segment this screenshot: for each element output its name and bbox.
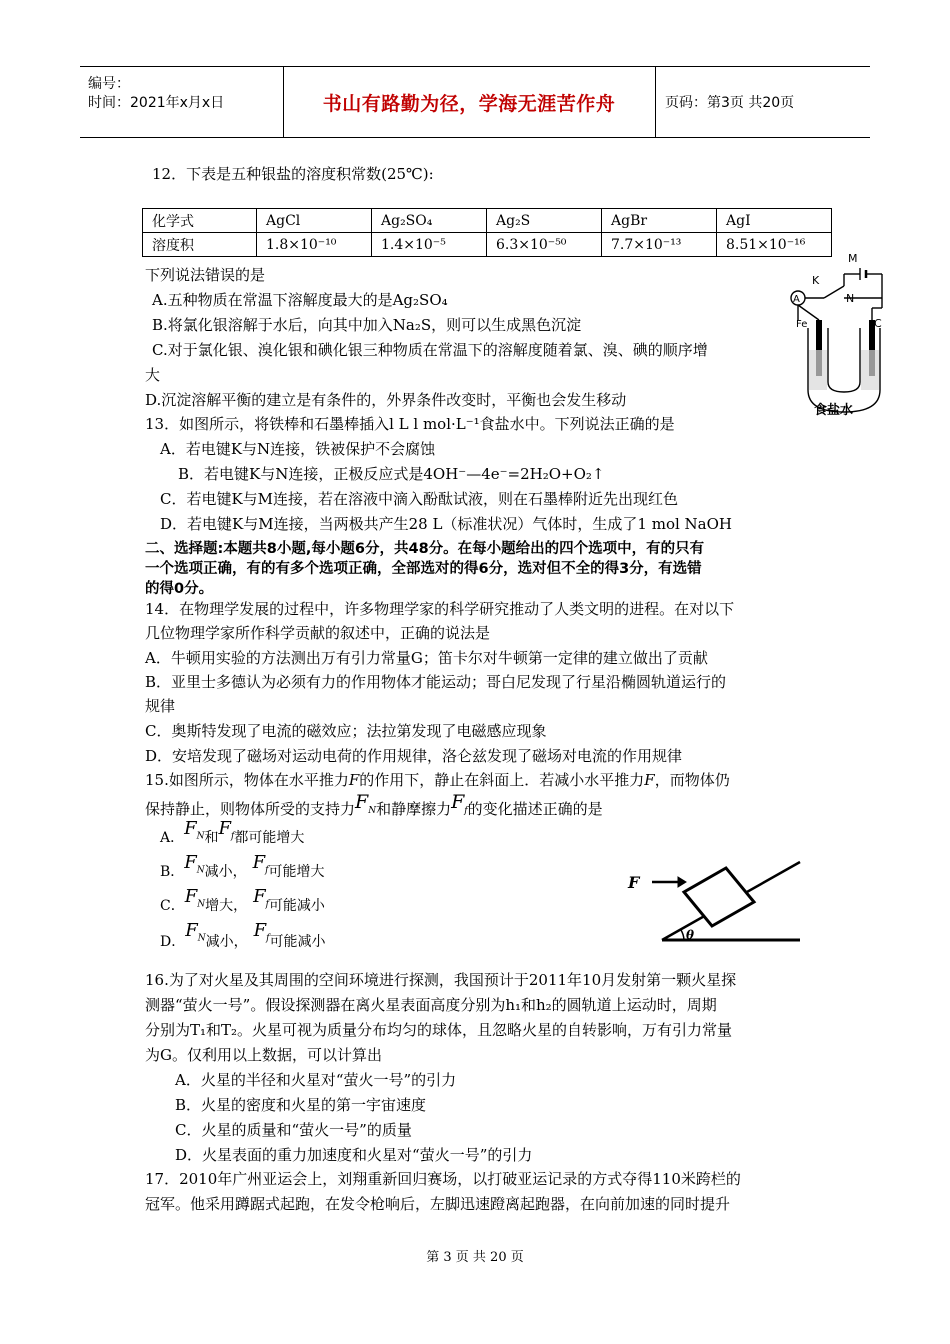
solubility-product-table <box>142 208 832 257</box>
id-label: 编号： <box>88 76 130 92</box>
q12-option-c-cont: 大 <box>145 366 161 384</box>
q15-line1-a: 15.如图所示，物体在水平推力 <box>145 771 349 789</box>
friction-force-symbol: $F_f$ <box>253 886 269 910</box>
q12-option-b: B.将氯化银溶解于水后，向其中加入Na₂S，则可以生成黑色沉淀 <box>152 316 582 334</box>
table-cell: 8.51×10⁻¹⁶ <box>717 233 832 257</box>
label-fe: Fe <box>796 319 808 330</box>
header-left-cell <box>80 67 284 137</box>
q14-option-d: D．安培发现了磁场对运动电荷的作用规律，洛仑兹发现了磁场对电流的作用规律 <box>145 747 683 765</box>
normal-force-symbol: $F_N$ <box>184 852 205 876</box>
q16-line2: 测器“萤火一号”。假设探测器在离火星表面高度分别为h₁和h₂的圆轨道上运动时，周期 <box>145 996 717 1014</box>
q14-option-b: B．亚里士多德认为必须有力的作用物体才能运动；哥白尼发现了行星沿椭圆轨道运行的 <box>145 673 727 691</box>
table-cell: 7.7×10⁻¹³ <box>602 233 717 257</box>
q16-line3: 分别为T₁和T₂。火星可视为质量分布均匀的球体，且忽略火星的自转影响，万有引力常量 <box>145 1021 733 1039</box>
q14-option-b-cont: 规律 <box>145 697 176 715</box>
table-header-cell: AgI <box>717 209 832 233</box>
label-saltwater: 食盐水 <box>814 403 854 418</box>
label-n: N <box>846 292 855 305</box>
q15-line1 <box>145 769 730 790</box>
q15-option-c: C．$F_N$增大， $F_f$可能减小 <box>160 886 325 914</box>
force-f: F <box>644 771 655 789</box>
friction-force-symbol: $F_f$ <box>253 920 270 944</box>
q16-line4: 为G。仅利用以上数据，可以计算出 <box>145 1046 382 1064</box>
normal-force-symbol: $F_N$ <box>184 818 205 842</box>
normal-force-symbol: $F_N$ <box>184 886 206 910</box>
q15-line1-c: ，而物体仍 <box>654 771 730 789</box>
q15-line2-c: 的变化描述正确的是 <box>467 800 603 818</box>
q13-option-a: A．若电键K与N连接，铁被保护不会腐蚀 <box>160 440 436 458</box>
page-header <box>80 66 870 138</box>
table-row-label: 溶度积 <box>143 233 257 257</box>
label-c: C <box>874 317 882 330</box>
label-k: K <box>812 274 820 287</box>
q17-line1: 17．2010年广州亚运会上，刘翔重新回归赛场，以打破亚运记录的方式夺得110米跨栏的 <box>145 1170 741 1188</box>
table-header-cell: AgCl <box>257 209 372 233</box>
incline-diagram <box>622 840 802 946</box>
time-label: 时间：2021年x月x日 <box>88 95 225 111</box>
motto-text: 书山有路勤为径，学海无涯苦作舟 <box>322 93 616 115</box>
q12-stem: 12．下表是五种银盐的溶度积常数(25℃): <box>152 165 434 183</box>
q14-option-a: A．牛顿用实验的方法测出万有引力常量G；笛卡尔对牛顿第一定律的建立做出了贡献 <box>145 649 708 667</box>
q15-option-d: D．$F_N$减小，$F_f$可能减小 <box>160 920 326 950</box>
table-header-cell: Ag₂S <box>487 209 602 233</box>
normal-force-symbol: $F_N$ <box>185 920 206 944</box>
table-header-cell: 化学式 <box>143 209 257 233</box>
table-header-cell: Ag₂SO₄ <box>372 209 487 233</box>
table-header-cell: AgBr <box>602 209 717 233</box>
q15-line2 <box>145 791 603 822</box>
q15-line2-b: 和静摩擦力 <box>376 800 452 818</box>
table-cell: 1.4×10⁻⁵ <box>372 233 487 257</box>
q14-line2: 几位物理学家所作科学贡献的叙述中，正确的说法是 <box>145 624 491 642</box>
q12-prompt: 下列说法错误的是 <box>145 266 266 284</box>
force-f-label: F <box>628 873 640 892</box>
page-number-label: 页码：第3页 共20页 <box>665 95 795 111</box>
friction-force-symbol: $F_f$ <box>451 791 468 816</box>
q16-option-a: A．火星的半径和火星对“萤火一号”的引力 <box>175 1071 457 1089</box>
header-motto-cell <box>283 67 656 137</box>
q15-option-b: B．$F_N$减小， $F_f$可能增大 <box>160 852 325 880</box>
q12-option-a: A.五种物质在常温下溶解度最大的是Ag₂SO₄ <box>152 291 448 309</box>
q15-line1-b: 的作用下，静止在斜面上．若减小水平推力 <box>359 771 645 789</box>
q16-option-d: D．火星表面的重力加速度和火星对“萤火一号”的引力 <box>175 1146 533 1164</box>
electrolysis-diagram <box>782 250 892 418</box>
q16-option-c: C．火星的质量和“萤火一号”的质量 <box>175 1121 412 1139</box>
q13-option-b: B．若电键K与N连接，正极反应式是4OH⁻—4e⁻=2H₂O+O₂↑ <box>178 465 605 483</box>
page-footer: 第 3 页 共 20 页 <box>426 1250 524 1265</box>
q15-line2-a: 保持静止，则物体所受的支持力 <box>145 800 356 818</box>
q13-option-d: D．若电键K与M连接，当两极共产生28 L（标准状况）气体时，生成了1 mol NaOH <box>160 515 732 533</box>
q14-line1: 14．在物理学发展的过程中，许多物理学家的科学研究推动了人类文明的进程。在对以下 <box>145 600 735 618</box>
force-f: F <box>348 771 360 789</box>
friction-force-symbol: $F_f$ <box>252 852 269 876</box>
angle-theta-label: θ <box>686 928 695 942</box>
q16-option-b: B．火星的密度和火星的第一宇宙速度 <box>175 1096 427 1114</box>
q15-option-a: A．$F_N$和$F_f$都可能增大 <box>160 818 305 846</box>
section2-line2: 一个选项正确，有的有多个选项正确，全部选对的得6分，选对但不全的得3分，有选错 <box>145 561 702 577</box>
q12-option-c: C.对于氯化银、溴化银和碘化银三种物质在常温下的溶解度随着氯、溴、碘的顺序增 <box>152 341 708 359</box>
table-row <box>143 209 832 233</box>
table-cell: 1.8×10⁻¹⁰ <box>257 233 372 257</box>
section2-line1: 二、选择题:本题共8小题,每小题6分，共48分。在每小题给出的四个选项中，有的只有 <box>145 541 705 557</box>
q16-line1: 16.为了对火星及其周围的空间环境进行探测，我国预计于2011年10月发射第一颗火星探 <box>145 971 737 989</box>
label-m: M <box>848 252 858 265</box>
q17-line2: 冠军。他采用蹲踞式起跑，在发令枪响后，左脚迅速蹬离起跑器，在向前加速的同时提升 <box>145 1195 731 1213</box>
q13-option-c: C．若电键K与M连接，若在溶液中滴入酚酞试液，则在石墨棒附近先出现红色 <box>160 490 679 508</box>
q12-option-d: D.沉淀溶解平衡的建立是有条件的，外界条件改变时，平衡也会发生移动 <box>145 391 627 409</box>
friction-force-symbol: $F_f$ <box>218 818 235 842</box>
table-row <box>143 233 832 257</box>
q13-stem: 13．如图所示，将铁棒和石墨棒插入l L l mol·L⁻¹食盐水中。下列说法正确的是 <box>145 415 675 433</box>
q14-option-c: C．奥斯特发现了电流的磁效应；法拉第发现了电磁感应现象 <box>145 722 547 740</box>
table-cell: 6.3×10⁻⁵⁰ <box>487 233 602 257</box>
normal-force-symbol: $F_N$ <box>355 791 377 816</box>
label-ammeter: A <box>793 294 800 305</box>
section2-line3: 的得0分。 <box>145 581 214 597</box>
